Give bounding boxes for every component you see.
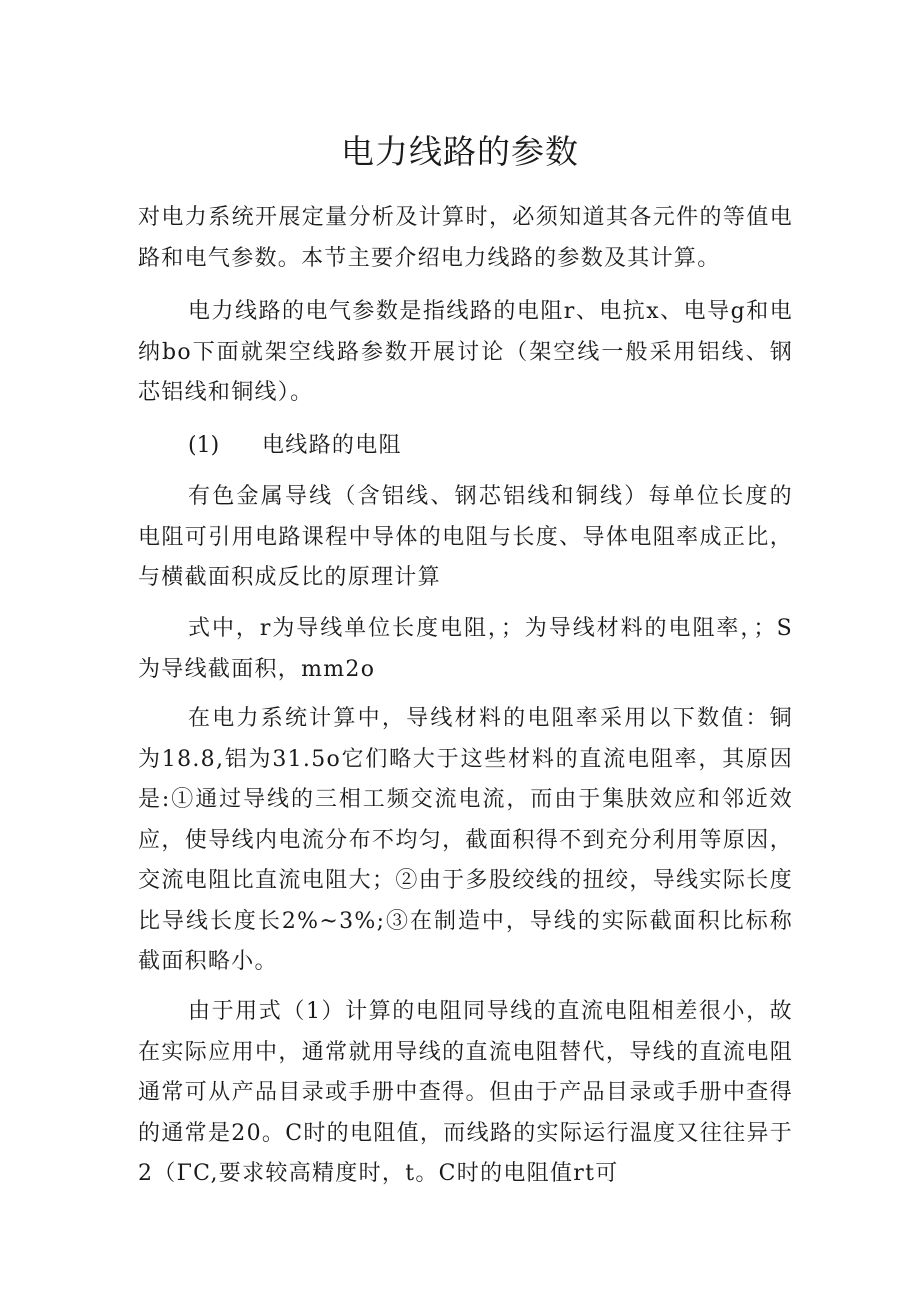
paragraph-resistance-formula: 有色金属导线（含铝线、钢芯铝线和铜线）每单位长度的电阻可引用电路课程中导体的电阻与长度、导体电阻率成正比，与横截面积成反比的原理计算 bbox=[138, 484, 793, 590]
page-title: 电力线路的参数 bbox=[341, 132, 579, 171]
paragraph-intro: 对电力系统开展定量分析及计算时，必须知道其各元件的等值电路和电气参数。本节主要介绍电力线路的参数及其计算。 bbox=[138, 205, 793, 271]
paragraph-dc-resistance: 由于用式（1）计算的电阻同导线的直流电阻相差很小，故在实际应用中，通常就用导线的直流电阻替代，导线的直流电阻通常可从产品目录或手册中查得。但由于产品目录或手册中查得的通常是20。C时的电阻值，而线路的实际运行温度又往往异于2（ΓC,要求较高精度时，t。C时的电阻值rt可 bbox=[138, 999, 793, 1186]
paragraph-resistivity: 在电力系统计算中，导线材料的电阻率采用以下数值：铜为18.8,铝为31.5o它们略大于这些材料的直流电阻率，其原因是:①通过导线的三相工频交流电流，而由于集肤效应和邻近效应，使导线内电流分布不均匀，截面积得不到充分利用等原因，交流电阻比直流电阻大；②由于多股绞线的扭绞，导线实际长度比导线长度长2%~3%;③在制造中，导线的实际截面积比标称截面积略小。 bbox=[138, 706, 793, 974]
paragraph-parameters: 电力线路的电气参数是指线路的电阻r、电抗x、电导g和电纳bo下面就架空线路参数开展讨论（架空线一般采用铝线、钢芯铝线和铜线）。 bbox=[138, 299, 793, 405]
section-number: (1) bbox=[188, 433, 220, 458]
section-heading-text: 电线路的电阻 bbox=[262, 433, 402, 458]
paragraph-formula-explanation: 式中，r为导线单位长度电阻，；为导线材料的电阻率，；S为导线截面积，mm2o bbox=[138, 616, 793, 682]
section-heading-resistance bbox=[188, 426, 402, 466]
